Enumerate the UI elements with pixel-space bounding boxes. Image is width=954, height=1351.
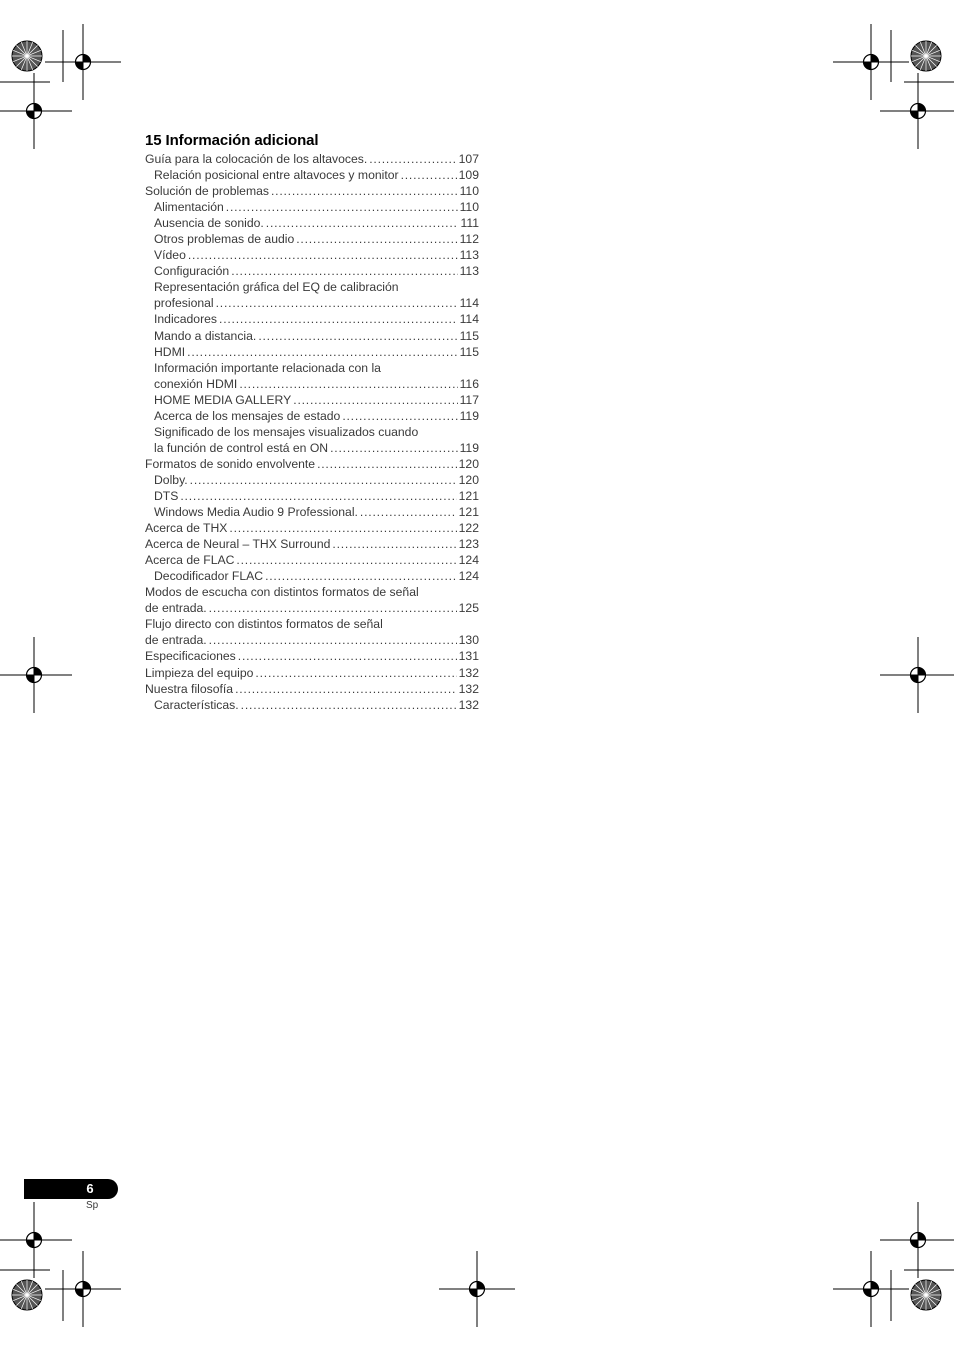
- toc-entry-title: DTS: [154, 488, 179, 503]
- language-code: Sp: [86, 1200, 99, 1211]
- toc-entry-title: Significado de los mensajes visualizados cuando: [154, 424, 419, 439]
- toc-entry-page: 107: [458, 152, 479, 166]
- toc-entry-title: Acerca de FLAC: [145, 553, 235, 568]
- dot-leader: [209, 632, 457, 648]
- toc-entry-title: de entrada.: [145, 601, 207, 616]
- toc-entry-page: 123: [458, 537, 479, 552]
- toc-entry[interactable]: [145, 472, 479, 488]
- toc-entry-page: 115: [459, 344, 479, 359]
- toc-entry-title: Configuración: [154, 264, 230, 279]
- toc-entry[interactable]: [145, 151, 479, 167]
- toc-entry[interactable]: [145, 616, 479, 632]
- toc-entry[interactable]: [145, 376, 479, 392]
- toc-entry-title: conexión HDMI: [154, 376, 238, 391]
- toc-entry[interactable]: [145, 392, 479, 408]
- toc-entry[interactable]: [145, 440, 479, 456]
- dot-leader: [330, 440, 457, 456]
- toc-entry[interactable]: [145, 648, 479, 664]
- toc-entry-title: Otros problemas de audio: [154, 232, 295, 247]
- toc-entry-page: 111: [460, 216, 479, 231]
- toc-entry-title: de entrada.: [145, 633, 207, 648]
- toc-entry-title: profesional: [154, 296, 214, 311]
- dot-leader: [369, 151, 456, 167]
- toc-entry-title: Acerca de Neural – THX Surround: [145, 537, 331, 552]
- toc-entry-page: 109: [458, 168, 479, 183]
- dot-leader: [216, 295, 458, 311]
- dot-leader: [293, 392, 457, 408]
- toc-entry[interactable]: [145, 568, 479, 584]
- dot-leader: [296, 231, 457, 247]
- toc-entry-page: 119: [459, 408, 479, 423]
- toc-entry[interactable]: [145, 328, 479, 344]
- toc-entry[interactable]: [145, 536, 479, 552]
- toc-entry-page: 115: [459, 328, 479, 343]
- toc-entry-title: Vídeo: [154, 248, 186, 263]
- toc-entry-page: 110: [459, 200, 479, 215]
- dot-leader: [180, 488, 456, 504]
- toc-entry-page: 110: [459, 184, 479, 199]
- toc-entry-title: Dolby.: [154, 472, 188, 487]
- toc-entry-title: Características.: [154, 697, 239, 712]
- toc-entry[interactable]: [145, 295, 479, 311]
- toc-entry[interactable]: [145, 231, 479, 247]
- toc-entry-title: Alimentación: [154, 200, 224, 215]
- toc-entry-page: 113: [459, 264, 479, 279]
- toc-entry-page: 114: [459, 312, 479, 327]
- dot-leader: [401, 167, 457, 183]
- toc-entry-page: 119: [459, 440, 479, 455]
- toc-entry-title: Indicadores: [154, 312, 218, 327]
- dot-leader: [241, 697, 457, 713]
- toc-entry-page: 124: [458, 569, 479, 584]
- toc-entry-title: Acerca de los mensajes de estado: [154, 408, 341, 423]
- dot-leader: [187, 344, 457, 360]
- toc-entry-title: Solución de problemas: [145, 184, 269, 199]
- toc-entry-title: Limpieza del equipo: [145, 665, 254, 680]
- dot-leader: [360, 504, 457, 520]
- toc-entry-page: 121: [458, 488, 479, 503]
- toc-entry[interactable]: [145, 183, 479, 199]
- toc-entry-title: Flujo directo con distintos formatos de señal: [145, 617, 383, 632]
- dot-leader: [209, 600, 457, 616]
- dot-leader: [332, 536, 456, 552]
- toc-entry[interactable]: [145, 279, 479, 295]
- dot-leader: [229, 520, 456, 536]
- toc-entry[interactable]: [145, 247, 479, 263]
- toc-entry-title: Relación posicional entre altavoces y monitor: [154, 168, 399, 183]
- toc-entry[interactable]: [145, 697, 479, 713]
- toc-entry-page: 125: [458, 601, 479, 616]
- toc-entry-title: Guía para la colocación de los altavoces.: [145, 152, 368, 166]
- dot-leader: [231, 263, 457, 279]
- dot-leader: [226, 199, 458, 215]
- dot-leader: [239, 376, 457, 392]
- dot-leader: [236, 552, 456, 568]
- dot-leader: [265, 568, 457, 584]
- dot-leader: [219, 311, 458, 327]
- toc-entry-page: 132: [458, 681, 479, 696]
- toc-entry[interactable]: [145, 263, 479, 279]
- toc-entry[interactable]: [145, 360, 479, 376]
- toc-entry-page: 121: [458, 505, 479, 520]
- toc-entry[interactable]: [145, 408, 479, 424]
- toc-entry-page: 131: [458, 649, 479, 664]
- toc-entry[interactable]: [145, 456, 479, 472]
- toc-entry[interactable]: [145, 167, 479, 183]
- toc-entry-title: Representación gráfica del EQ de calibración: [154, 280, 399, 295]
- toc-entry-title: la función de control está en ON: [154, 440, 329, 455]
- dot-leader: [266, 215, 459, 231]
- toc-entry-page: 120: [458, 472, 479, 487]
- toc-entry-page: 117: [459, 392, 479, 407]
- toc-entry[interactable]: [145, 552, 479, 568]
- toc-entry-title: HOME MEDIA GALLERY: [154, 392, 292, 407]
- page-number-tab: [24, 1179, 118, 1199]
- toc-entry-title: Nuestra filosofía: [145, 681, 234, 696]
- toc-entry-title: Ausencia de sonido.: [154, 216, 264, 231]
- dot-leader: [271, 183, 458, 199]
- toc-entry-page: 116: [459, 376, 479, 391]
- toc-entry-page: 130: [458, 633, 479, 648]
- toc-entry-title: HDMI: [154, 344, 186, 359]
- dot-leader: [258, 328, 457, 344]
- toc-entry-title: Modos de escucha con distintos formatos de señal: [145, 585, 419, 600]
- toc-entry-page: 112: [459, 232, 479, 247]
- toc-entry[interactable]: [145, 488, 479, 504]
- toc-entry[interactable]: [145, 681, 479, 697]
- dot-leader: [255, 665, 456, 681]
- dot-leader: [235, 681, 457, 697]
- dot-leader: [188, 247, 458, 263]
- toc-entry-page: 132: [458, 665, 479, 680]
- toc-entry-title: Formatos de sonido envolvente: [145, 456, 316, 471]
- toc-entry[interactable]: [145, 344, 479, 360]
- toc-entry-title: Acerca de THX: [145, 521, 228, 536]
- toc-entry[interactable]: [145, 199, 479, 215]
- section-title: 15 Información adicional: [145, 132, 319, 149]
- toc-entry[interactable]: [145, 520, 479, 536]
- dot-leader: [238, 648, 457, 664]
- toc-entry-title: Especificaciones: [145, 649, 236, 664]
- toc-entry[interactable]: [145, 311, 479, 327]
- toc-entry-title: Windows Media Audio 9 Professional.: [154, 505, 358, 520]
- page-number: 6: [86, 1181, 94, 1196]
- table-of-contents: [145, 151, 479, 713]
- toc-entry-page: 122: [458, 521, 479, 536]
- dot-leader: [342, 408, 457, 424]
- toc-entry[interactable]: [145, 215, 479, 231]
- toc-entry[interactable]: [145, 424, 479, 440]
- toc-entry-page: 124: [458, 553, 479, 568]
- toc-entry[interactable]: [145, 584, 479, 600]
- toc-entry-title: Decodificador FLAC: [154, 569, 264, 584]
- toc-entry[interactable]: [145, 665, 479, 681]
- toc-entry[interactable]: [145, 600, 479, 616]
- toc-entry-page: 114: [459, 296, 479, 311]
- toc-entry[interactable]: [145, 504, 479, 520]
- toc-entry-page: 113: [459, 248, 479, 263]
- toc-entry-title: Mando a distancia.: [154, 328, 257, 343]
- dot-leader: [190, 472, 457, 488]
- toc-entry-page: 132: [458, 697, 479, 712]
- toc-entry-page: 120: [458, 456, 479, 471]
- dot-leader: [317, 456, 457, 472]
- toc-entry-title: Información importante relacionada con la: [154, 360, 381, 375]
- toc-entry[interactable]: [145, 632, 479, 648]
